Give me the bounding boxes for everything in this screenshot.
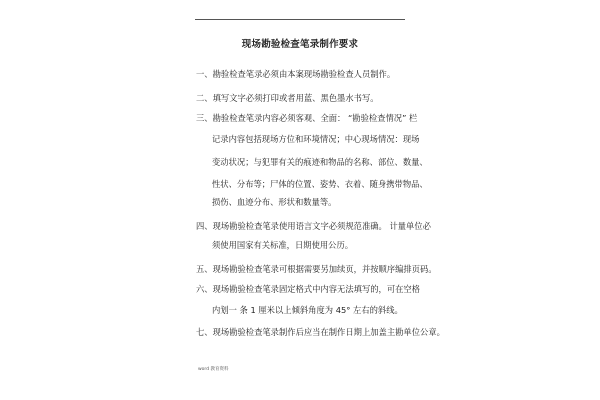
document-title: 现场勘验检查笔录制作要求 (241, 39, 359, 50)
item-1-line-1: 一、勘验检查笔录必须由本案现场勘验检查人员制作。 (196, 69, 396, 79)
item-3-line-3: 变动状况；与犯罪有关的痕迹和物品的名称、部位、数量、 (212, 157, 428, 167)
header-rule (195, 19, 405, 20)
item-3-line-1: 三、勘验检查笔录内容必须客观、全面： “勘验检查情况” 栏 (196, 113, 418, 123)
footer-watermark: word 教育资料 (198, 367, 229, 372)
item-3-line-4: 性状、分布等；尸体的位置、姿势、衣着、随身携带物品、 (212, 179, 428, 189)
item-6-line-1: 六、现场勘验检查笔录固定格式中内容无法填写的，可在空格 (196, 284, 421, 294)
item-4-line-1: 四、现场勘验检查笔录使用语言文字必须规范准确。 计量单位必 (196, 221, 431, 231)
item-7-line-1: 七、现场勘验检查笔录制作后应当在制作日期上加盖主勘单位公章。 (196, 327, 445, 337)
item-3-line-2: 记录内容包括现场方位和环境情况；中心现场情况：现场 (212, 134, 420, 144)
item-4-line-2: 须使用国家有关标准，日期使用公历。 (212, 240, 354, 250)
item-2-line-1: 二、填写文字必须打印或者用蓝、黑色墨水书写。 (196, 93, 379, 103)
item-6-line-2: 内划一 条 1 厘米以上倾斜角度为 45° 左右的斜线。 (212, 305, 403, 315)
item-3-line-5: 损伤、血迹分布、形状和数量等。 (212, 197, 337, 207)
item-5-line-1: 五、现场勘验检查笔录可根据需要另加续页，并按顺序编排页码。 (196, 264, 437, 274)
